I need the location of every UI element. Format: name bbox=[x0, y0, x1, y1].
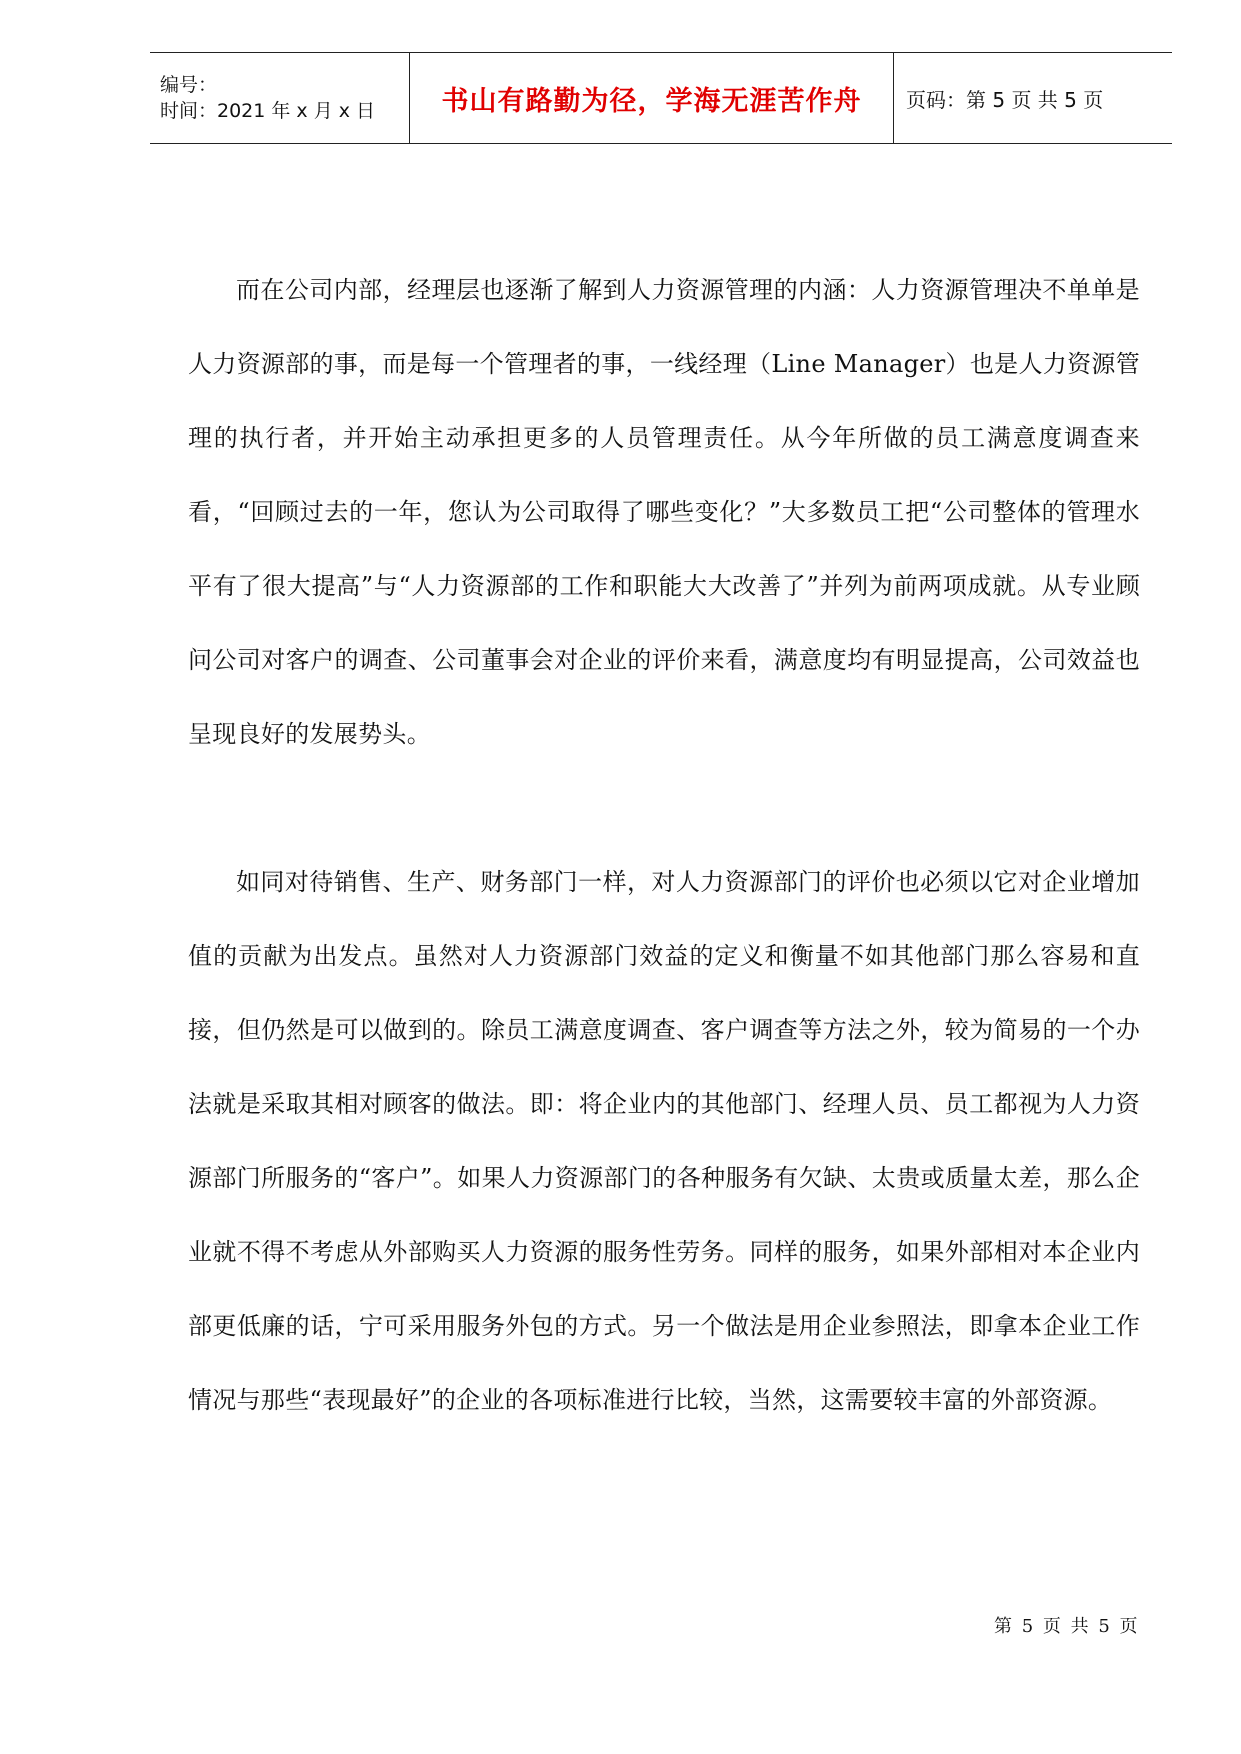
document-number-label: 编号： bbox=[160, 74, 218, 96]
header-meta bbox=[150, 53, 410, 143]
document-body bbox=[188, 253, 1140, 1437]
header-motto: 书山有路勤为径，学海无涯苦作舟 bbox=[410, 53, 894, 143]
document-time: 时间：2021 年 x 月 x 日 bbox=[160, 100, 376, 122]
body-paragraph-2: 如同对待销售、生产、财务部门一样，对人力资源部门的评价也必须以它对企业增加值的贡献为出发点。虽然对人力资源部门效益的定义和衡量不如其他部门那么容易和直接，但仍然是可以做到的。除员工满意度调查、客户调查等方法之外，较为简易的一个办法就是采取其相对顾客的做法。即：将企业内的其他部门、经理人员、员工都视为人力资源部门所服务的“客户”。如果人力资源部门的各种服务有欠缺、太贵或质量太差，那么企业就不得不考虑从外部购买人力资源的服务性劳务。同样的服务，如果外部相对本企业内部更低廉的话，宁可采用服务外包的方式。另一个做法是用企业参照法，即拿本企业工作情况与那些“表现最好”的企业的各项标准进行比较，当然，这需要较丰富的外部资源。 bbox=[188, 868, 1140, 1414]
body-paragraph-1: 而在公司内部，经理层也逐渐了解到人力资源管理的内涵：人力资源管理决不单单是人力资源部的事，而是每一个管理者的事，一线经理（Line Manager）也是人力资源管理的执行者，并开始主动承担更多的人员管理责任。从今年所做的员工满意度调查来看，“回顾过去的一年，您认为公司取得了哪些变化？”大多数员工把“公司整体的管理水平有了很大提高”与“人力资源部的工作和职能大大改善了”并列为前两项成就。从专业顾问公司对客户的调查、公司董事会对企业的评价来看，满意度均有明显提高，公司效益也呈现良好的发展势头。 bbox=[188, 276, 1140, 748]
page-header bbox=[150, 52, 1172, 144]
page-footer: 第 5 页 共 5 页 bbox=[994, 1616, 1140, 1637]
header-page-info: 页码：第 5 页 共 5 页 bbox=[906, 87, 1104, 112]
